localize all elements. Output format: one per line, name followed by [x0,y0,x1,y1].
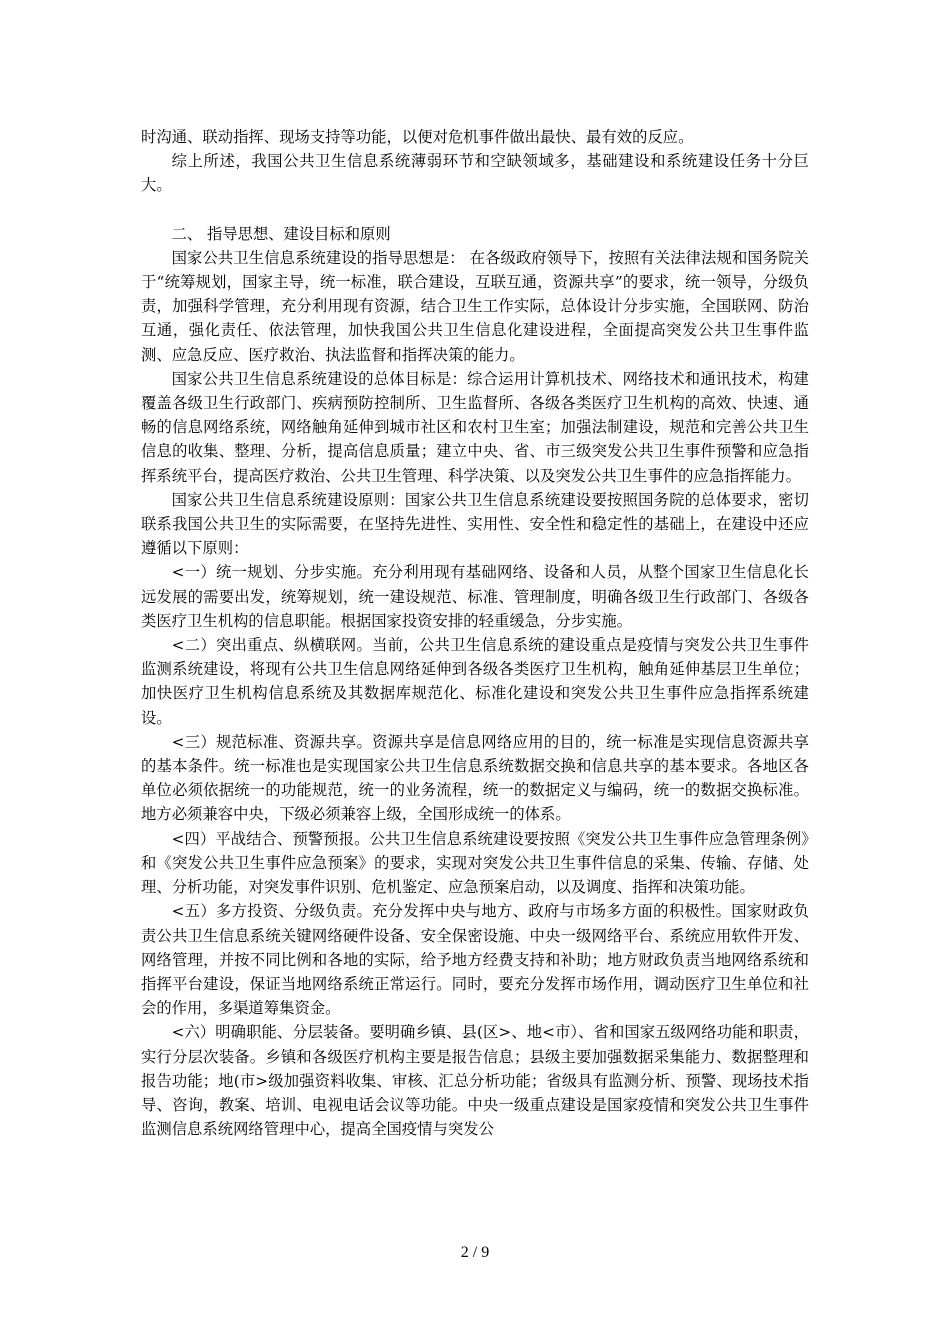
paragraph-principle-1: <一）统一规划、分步实施。充分利用现有基础网络、设备和人员，从整个国家卫生信息化长远发展的需要出发，统筹规划，统一建设规范、标准、管理制度，明确各级卫生行政部门、各级各类医疗卫生机构的信息职能。根据国家投资安排的轻重缓急，分步实施。 [141,563,809,630]
document-body [141,125,809,1141]
paragraph-principle-2: <二）突出重点、纵横联网。当前，公共卫生信息系统的建设重点是疫情与突发公共卫生事件监测系统建设，将现有公共卫生信息网络延伸到各级各类医疗卫生机构，触角延伸基层卫生单位；加快医疗卫生机构信息系统及其数据库规范化、标准化建设和突发公共卫生事件应急指挥系统建设。 [141,636,809,727]
paragraph-guiding-ideology: 国家公共卫生信息系统建设的指导思想是： 在各级政府领导下，按照有关法律法规和国务院关于“统筹规划，国家主导，统一标准，联合建设，互联互通，资源共享”的要求，统一领导，分级负责，加强科学管理，充分利用现有资源，结合卫生工作实际，总体设计分步实施，全国联网、防治互通，强化责任、依法管理，加快我国公共卫生信息化建设进程，全面提高突发公共卫生事件监测、应急反应、医疗救治、执法监督和指挥决策的能力。 [141,248,809,364]
paragraph-principle-6: <六）明确职能、分层装备。要明确乡镇、县(区>、地<市）、省和国家五级网络功能和职责，实行分层次装备。乡镇和各级医疗机构主要是报告信息；县级主要加强数据采集能力、数据整理和报告功能；地(市>级加强资料收集、审核、汇总分析功能；省级具有监测分析、预警、现场技术指导、咨询，教案、培训、电视电话会议等功能。中央一级重点建设是国家疫情和突发公共卫生事件监测信息系统网络管理中心，提高全国疫情与突发公 [141,1023,809,1139]
paragraph-principle-4: <四）平战结合、预警预报。公共卫生信息系统建设要按照《突发公共卫生事件应急管理条例》和《突发公共卫生事件应急预案》的要求，实现对突发公共卫生事件信息的采集、传输、存储、处理、分析功能，对突发事件识别、危机鉴定、应急预案启动，以及调度、指挥和决策功能。 [141,829,809,897]
paragraph-principles-intro: 国家公共卫生信息系统建设原则：国家公共卫生信息系统建设要按照国务院的总体要求，密切联系我国公共卫生的实际需要，在坚持先进性、实用性、安全性和稳定性的基础上，在建设中还应遵循以下原则： [141,490,809,558]
paragraph-principle-3: <三）规范标准、资源共享。资源共享是信息网络应用的目的，统一标准是实现信息资源共享的基本条件。统一标准也是实现国家公共卫生信息系统数据交换和信息共享的基本要求。各地区各单位必须依据统一的功能规范，统一的业务流程，统一的数据定义与编码，统一的数据交换标准。地方必须兼容中央，下级必须兼容上级，全国形成统一的体系。 [141,732,809,824]
paragraph-principle-5: <五）多方投资、分级负责。充分发挥中央与地方、政府与市场多方面的积极性。国家财政负责公共卫生信息系统关键网络硬件设备、安全保密设施、中央一级网络平台、系统应用软件开发、网络管理，并按不同比例和各地的实际，给予地方经费支持和补助；地方财政负责当地网络系统和指挥平台建设，保证当地网络系统正常运行。同时，要充分发挥市场作用，调动医疗卫生单位和社会的作用，多渠道筹集资金。 [141,902,809,1018]
page-number: 2 / 9 [460,1244,490,1261]
section-heading: 二、 指导思想、建设目标和原则 [171,224,391,243]
paragraph-overall-goal: 国家公共卫生信息系统建设的总体目标是：综合运用计算机技术、网络技术和通讯技术，构建覆盖各级卫生行政部门、疾病预防控制所、卫生监督所、各级各类医疗卫生机构的高效、快速、通畅的信息网络系统，网络触角延伸到城市社区和农村卫生室；加强法制建设，规范和完善公共卫生信息的收集、整理、分析，提高信息质量；建立中央、省、市三级突发公共卫生事件预警和应急指挥系统平台，提高医疗救治、公共卫生管理、科学决策、以及突发公共卫生事件的应急指挥能力。 [141,369,809,485]
paragraph-continuation: 时沟通、联动指挥、现场支持等功能，以便对危机事件做出最快、最有效的反应。 [141,128,694,146]
paragraph-summary: 综上所述，我国公共卫生信息系统薄弱环节和空缺领域多，基础建设和系统建设任务十分巨大。 [141,152,809,195]
